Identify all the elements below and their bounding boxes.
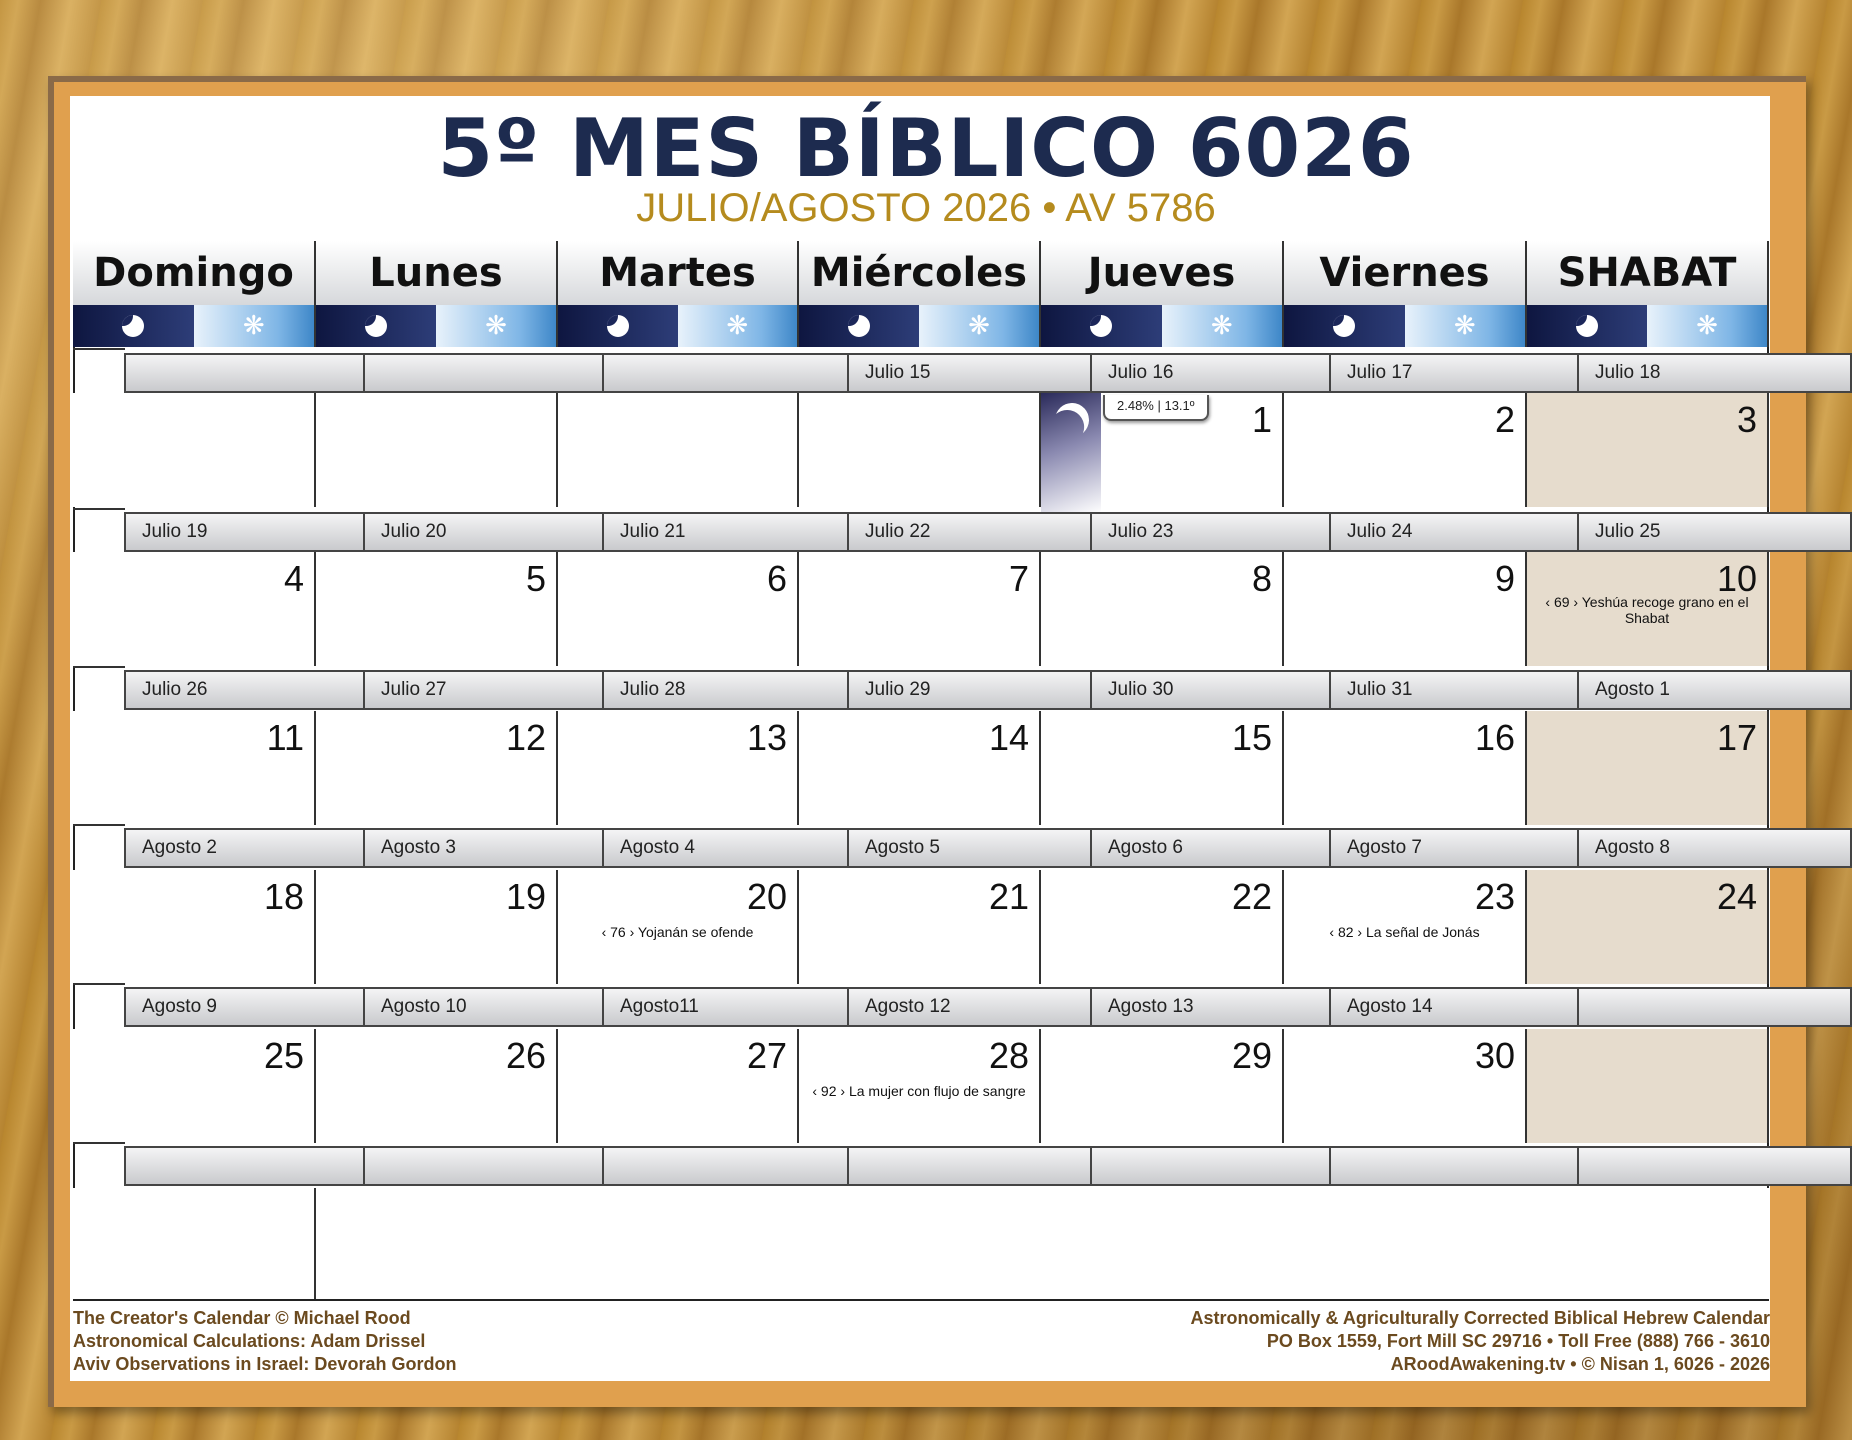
day-cell (316, 552, 558, 666)
day-cell (73, 870, 316, 984)
moon-icon (1576, 315, 1598, 337)
sun-icon: ❋ (1696, 311, 1718, 341)
day-cell (73, 1029, 316, 1143)
gregorian-date-bar: Agosto 6 (1092, 828, 1331, 868)
gregorian-date-bar: Agosto 9 (124, 987, 365, 1027)
day-half (919, 305, 1039, 347)
footer-contact-line: ARoodAwakening.tv • © Nisan 1, 6026 - 2026 (1390, 1354, 1770, 1374)
day-cell (1284, 870, 1527, 984)
night-half (799, 305, 919, 347)
day-half (1405, 305, 1526, 347)
day-cell (558, 552, 799, 666)
day-number: 1 (1251, 399, 1272, 440)
page-subtitle: JULIO/AGOSTO 2026 • AV 5786 (636, 186, 1216, 230)
day-cell (316, 711, 558, 825)
gregorian-date-bar (365, 1146, 604, 1186)
day-number: 20 (746, 876, 787, 917)
day-cell (316, 1029, 558, 1143)
day-cell (1527, 552, 1769, 666)
day-cell (1284, 393, 1527, 507)
day-number: 28 (988, 1035, 1029, 1076)
weekday-header: Jueves (1041, 241, 1284, 305)
day-cell (558, 870, 799, 984)
day-half (1162, 305, 1283, 347)
gregorian-date-bar (849, 1146, 1092, 1186)
gregorian-date-bar: Agosto 1 (1579, 670, 1852, 710)
day-cell (73, 393, 316, 507)
day-cell (1284, 711, 1527, 825)
night-half (1527, 305, 1647, 347)
day-cell (558, 393, 799, 507)
footer-contact (1191, 1307, 1771, 1376)
day-number: 10 (1716, 558, 1757, 599)
moon-illumination-label: 2.48% | 13.1º (1103, 395, 1209, 421)
day-cell (1284, 1029, 1527, 1143)
day-number: 8 (1251, 558, 1272, 599)
day-half (436, 305, 556, 347)
gregorian-date-bar: Julio 26 (124, 670, 365, 710)
day-half (678, 305, 798, 347)
day-number: 27 (746, 1035, 787, 1076)
day-number: 22 (1231, 876, 1272, 917)
row-divider (73, 348, 125, 350)
moon-icon (848, 315, 870, 337)
night-half (558, 305, 678, 347)
gregorian-date-bar: Julio 27 (365, 670, 604, 710)
day-number: 14 (988, 717, 1029, 758)
day-cell (799, 1029, 1041, 1143)
day-night-band (799, 305, 1041, 347)
weekday-header: Viernes (1284, 241, 1527, 305)
gregorian-date-bar (124, 353, 365, 393)
gregorian-date-bar: Agosto 8 (1579, 828, 1852, 868)
day-night-band (316, 305, 558, 347)
row-divider (73, 666, 125, 668)
gregorian-date-bar: Julio 17 (1331, 353, 1579, 393)
day-night-band (1284, 305, 1527, 347)
day-half (1647, 305, 1767, 347)
day-cell (1527, 393, 1769, 507)
day-number: 3 (1736, 399, 1757, 440)
footer-credit-line: The Creator's Calendar © Michael Rood (73, 1308, 411, 1328)
weekday-header: Lunes (316, 241, 558, 305)
sun-icon: ❋ (968, 311, 990, 341)
day-note: ‹ 76 › Yojanán se ofende (601, 924, 754, 940)
gregorian-date-bar: Agosto 10 (365, 987, 604, 1027)
page-title: 5º MES BÍBLICO 6026 (437, 102, 1415, 195)
day-number: 12 (505, 717, 546, 758)
row-divider (73, 1142, 125, 1144)
gregorian-date-bar: Julio 25 (1579, 512, 1852, 552)
day-cell (1527, 1029, 1769, 1143)
day-cell (316, 1188, 1769, 1299)
day-number: 18 (263, 876, 304, 917)
weekday-header: Miércoles (799, 241, 1041, 305)
day-number: 16 (1474, 717, 1515, 758)
sun-icon: ❋ (485, 311, 507, 341)
row-divider (73, 824, 125, 826)
day-cell (1527, 711, 1769, 825)
gregorian-date-bar (1092, 1146, 1331, 1186)
gregorian-date-bar: Agosto 3 (365, 828, 604, 868)
gregorian-date-bar: Julio 18 (1579, 353, 1852, 393)
gregorian-date-bar: Julio 28 (604, 670, 849, 710)
day-number: 17 (1716, 717, 1757, 758)
day-number: 5 (525, 558, 546, 599)
day-night-band (558, 305, 799, 347)
gregorian-date-bar: Julio 23 (1092, 512, 1331, 552)
day-cell (1041, 1029, 1284, 1143)
gregorian-date-bar: Julio 29 (849, 670, 1092, 710)
gregorian-date-bar: Agosto 12 (849, 987, 1092, 1027)
day-cell (799, 393, 1041, 507)
gregorian-date-bar: Julio 15 (849, 353, 1092, 393)
gregorian-date-bar: Julio 16 (1092, 353, 1331, 393)
gregorian-date-bar: Agosto 4 (604, 828, 849, 868)
day-number: 15 (1231, 717, 1272, 758)
day-cell (1041, 870, 1284, 984)
day-night-band (1041, 305, 1284, 347)
moon-icon (365, 315, 387, 337)
sun-icon: ❋ (242, 311, 265, 341)
gregorian-date-bar (124, 1146, 365, 1186)
gregorian-date-bar: Agosto 7 (1331, 828, 1579, 868)
footer-credits (73, 1307, 456, 1376)
day-number: 19 (505, 876, 546, 917)
weekday-header: Martes (558, 241, 799, 305)
day-cell (1527, 870, 1769, 984)
gregorian-date-bar: Julio 22 (849, 512, 1092, 552)
day-cell (1041, 711, 1284, 825)
day-cell (799, 870, 1041, 984)
new-moon-shading (1041, 393, 1101, 513)
weekday-header: SHABAT (1527, 241, 1769, 305)
day-cell (73, 1188, 316, 1299)
day-night-band (73, 305, 316, 347)
gregorian-date-bar (604, 353, 849, 393)
gregorian-date-bar: Julio 20 (365, 512, 604, 552)
day-cell (73, 711, 316, 825)
day-night-band (1527, 305, 1769, 347)
day-note: ‹ 92 › La mujer con flujo de sangre (812, 1083, 1026, 1099)
gregorian-date-bar: Julio 21 (604, 512, 849, 552)
day-cell (799, 711, 1041, 825)
day-number: 21 (988, 876, 1029, 917)
footer-contact-line: Astronomically & Agriculturally Corrected Biblical Hebrew Calendar (1190, 1308, 1770, 1328)
day-cell (558, 711, 799, 825)
day-number: 9 (1494, 558, 1515, 599)
night-half (73, 305, 194, 347)
day-number: 7 (1008, 558, 1029, 599)
day-cell (316, 393, 558, 507)
day-cell (1041, 552, 1284, 666)
gregorian-date-bar (1579, 1146, 1852, 1186)
day-number: 13 (746, 717, 787, 758)
sun-icon: ❋ (726, 311, 749, 341)
day-half (194, 305, 315, 347)
gregorian-date-bar (1579, 987, 1852, 1027)
gregorian-date-bar: Agosto 13 (1092, 987, 1331, 1027)
footer-credit-line: Aviv Observations in Israel: Devorah Gordon (73, 1354, 457, 1374)
gregorian-date-bar: Agosto 2 (124, 828, 365, 868)
gregorian-date-bar: Julio 24 (1331, 512, 1579, 552)
row-divider (73, 983, 125, 985)
crescent-moon-icon (1052, 400, 1091, 439)
gregorian-date-bar: Agosto 14 (1331, 987, 1579, 1027)
night-half (1284, 305, 1405, 347)
footer-credit-line: Astronomical Calculations: Adam Drissel (73, 1331, 426, 1351)
sun-icon: ❋ (1453, 311, 1476, 341)
weekday-header: Domingo (73, 241, 316, 305)
gregorian-date-bar: Agosto 5 (849, 828, 1092, 868)
day-number: 2 (1494, 399, 1515, 440)
sun-icon: ❋ (1210, 311, 1233, 341)
day-number: 24 (1716, 876, 1757, 917)
day-note: ‹ 69 › Yeshúa recoge grano en el Shabat (1545, 594, 1749, 626)
gregorian-date-bar: Julio 30 (1092, 670, 1331, 710)
gregorian-date-bar (604, 1146, 849, 1186)
day-number: 26 (505, 1035, 546, 1076)
row-divider (73, 508, 125, 510)
day-number: 29 (1231, 1035, 1272, 1076)
night-half (316, 305, 436, 347)
day-number: 25 (263, 1035, 304, 1076)
gregorian-date-bar: Julio 31 (1331, 670, 1579, 710)
moon-icon (607, 315, 629, 337)
day-cell (799, 552, 1041, 666)
moon-icon (122, 315, 144, 337)
gregorian-date-bar (365, 353, 604, 393)
moon-icon (1333, 315, 1355, 337)
day-cell (1284, 552, 1527, 666)
day-number: 30 (1474, 1035, 1515, 1076)
day-cell (558, 1029, 799, 1143)
gregorian-date-bar (1331, 1146, 1579, 1186)
day-number: 6 (766, 558, 787, 599)
footer-contact-line: PO Box 1559, Fort Mill SC 29716 • Toll Free (888) 766 - 3610 (1266, 1331, 1770, 1351)
night-half (1041, 305, 1162, 347)
day-note: ‹ 82 › La señal de Jonás (1329, 924, 1480, 940)
day-cell (1041, 393, 1284, 507)
day-number: 23 (1474, 876, 1515, 917)
day-number: 11 (266, 717, 304, 758)
moon-icon (1090, 315, 1112, 337)
day-cell (73, 552, 316, 666)
gregorian-date-bar: Agosto11 (604, 987, 849, 1027)
gregorian-date-bar: Julio 19 (124, 512, 365, 552)
day-number: 4 (283, 558, 304, 599)
day-cell (316, 870, 558, 984)
